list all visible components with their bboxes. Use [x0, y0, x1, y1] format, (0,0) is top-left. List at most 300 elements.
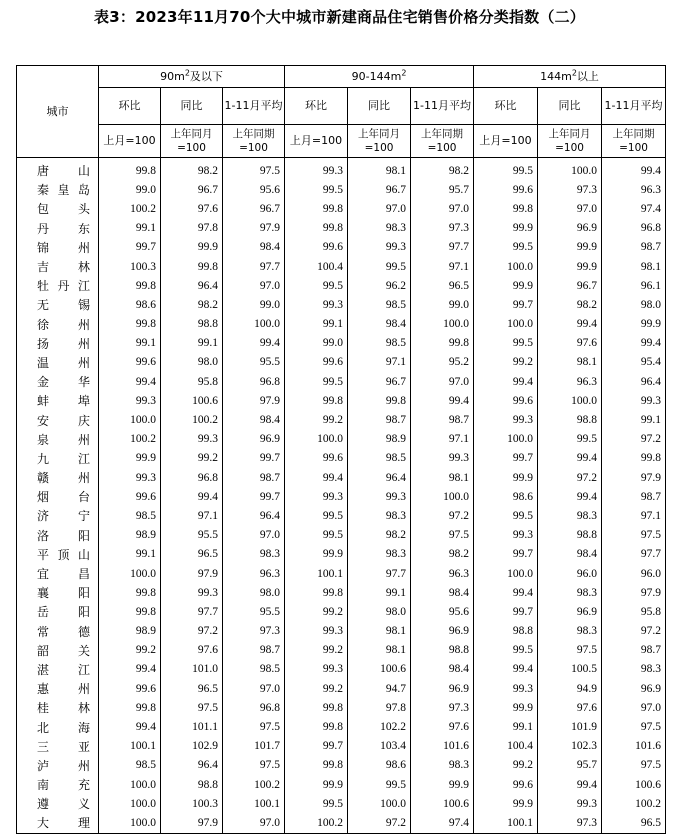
- index-value: 100.2: [99, 430, 161, 449]
- index-value: 99.3: [285, 622, 348, 641]
- index-value: 96.2: [348, 276, 411, 295]
- index-value: 99.2: [99, 641, 161, 660]
- index-value: 99.6: [285, 449, 348, 468]
- table-header: [17, 66, 666, 158]
- city-name: 南充: [17, 775, 99, 794]
- index-value: 97.6: [411, 717, 474, 736]
- index-value: 103.4: [348, 737, 411, 756]
- index-value: 96.0: [602, 564, 666, 583]
- metric-header-avg: 1-11月平均: [602, 88, 666, 125]
- index-value: 99.3: [538, 794, 602, 813]
- index-value: 99.3: [285, 660, 348, 679]
- index-value: 100.2: [161, 410, 223, 429]
- index-value: 98.5: [99, 756, 161, 775]
- index-value: 97.1: [602, 506, 666, 525]
- index-value: 97.5: [411, 526, 474, 545]
- index-value: 98.1: [348, 622, 411, 641]
- index-value: 99.6: [474, 180, 538, 199]
- table-row: [17, 583, 666, 602]
- index-value: 99.4: [474, 660, 538, 679]
- index-value: 95.4: [602, 353, 666, 372]
- index-value: 97.3: [411, 698, 474, 717]
- index-value: 99.9: [474, 468, 538, 487]
- index-value: 99.3: [602, 391, 666, 410]
- index-value: 95.6: [223, 180, 285, 199]
- table-row: [17, 641, 666, 660]
- index-value: 99.3: [348, 487, 411, 506]
- index-value: 100.0: [99, 775, 161, 794]
- index-value: 99.8: [348, 391, 411, 410]
- index-value: 99.4: [285, 468, 348, 487]
- base-header-mom: 上月=100: [285, 125, 348, 158]
- city-name: 蚌埠: [17, 391, 99, 410]
- index-value: 99.3: [285, 295, 348, 314]
- index-value: 97.7: [161, 602, 223, 621]
- index-value: 99.9: [474, 794, 538, 813]
- index-value: 99.9: [538, 238, 602, 257]
- index-value: 101.7: [223, 737, 285, 756]
- index-value: 97.4: [411, 813, 474, 833]
- table-row: [17, 199, 666, 218]
- index-value: 98.1: [348, 641, 411, 660]
- index-value: 99.1: [161, 334, 223, 353]
- index-value: 99.4: [474, 583, 538, 602]
- index-value: 99.1: [602, 410, 666, 429]
- base-header-avg: 上年同期=100: [602, 125, 666, 158]
- table-row: [17, 238, 666, 257]
- index-value: 99.6: [474, 391, 538, 410]
- city-name: 扬州: [17, 334, 99, 353]
- index-value: 96.9: [411, 679, 474, 698]
- table-row: [17, 698, 666, 717]
- index-value: 99.1: [99, 334, 161, 353]
- index-value: 100.0: [474, 315, 538, 334]
- index-value: 98.4: [223, 410, 285, 429]
- index-value: 96.1: [602, 276, 666, 295]
- index-value: 100.1: [474, 813, 538, 833]
- index-value: 97.6: [161, 199, 223, 218]
- city-name: 平顶山: [17, 545, 99, 564]
- city-name: 大理: [17, 813, 99, 833]
- index-value: 98.3: [348, 545, 411, 564]
- table-row: [17, 679, 666, 698]
- index-value: 99.9: [538, 257, 602, 276]
- table-row: [17, 813, 666, 833]
- index-value: 98.9: [348, 430, 411, 449]
- index-value: 100.0: [411, 487, 474, 506]
- index-value: 96.7: [348, 372, 411, 391]
- index-value: 99.3: [474, 526, 538, 545]
- index-value: 100.6: [161, 391, 223, 410]
- index-value: 100.5: [538, 660, 602, 679]
- table-row: [17, 756, 666, 775]
- index-value: 96.3: [223, 564, 285, 583]
- index-value: 94.9: [538, 679, 602, 698]
- index-value: 98.8: [538, 410, 602, 429]
- city-name: 济宁: [17, 506, 99, 525]
- index-value: 98.5: [348, 449, 411, 468]
- index-value: 99.0: [285, 334, 348, 353]
- index-value: 99.4: [99, 372, 161, 391]
- city-name: 惠州: [17, 679, 99, 698]
- index-value: 99.3: [348, 238, 411, 257]
- city-name: 常德: [17, 622, 99, 641]
- index-value: 97.1: [411, 257, 474, 276]
- index-value: 100.1: [99, 737, 161, 756]
- index-value: 97.0: [223, 679, 285, 698]
- index-value: 99.5: [538, 430, 602, 449]
- index-value: 99.4: [223, 334, 285, 353]
- index-value: 99.7: [474, 449, 538, 468]
- index-value: 95.8: [161, 372, 223, 391]
- index-value: 98.2: [348, 526, 411, 545]
- index-value: 95.2: [411, 353, 474, 372]
- index-value: 100.0: [99, 813, 161, 833]
- index-value: 97.5: [602, 717, 666, 736]
- table-row: [17, 775, 666, 794]
- index-value: 99.4: [411, 391, 474, 410]
- index-value: 95.5: [223, 353, 285, 372]
- index-value: 99.1: [285, 315, 348, 334]
- index-value: 99.5: [285, 180, 348, 199]
- index-value: 99.1: [474, 717, 538, 736]
- index-value: 99.9: [161, 238, 223, 257]
- table-row: [17, 334, 666, 353]
- table-row: [17, 602, 666, 621]
- index-value: 98.2: [411, 158, 474, 181]
- index-value: 99.2: [474, 353, 538, 372]
- table-row: [17, 526, 666, 545]
- index-value: 98.6: [99, 295, 161, 314]
- index-value: 98.6: [474, 487, 538, 506]
- table-row: [17, 180, 666, 199]
- index-value: 96.8: [223, 372, 285, 391]
- index-value: 100.0: [99, 564, 161, 583]
- city-name: 宜昌: [17, 564, 99, 583]
- index-value: 98.6: [348, 756, 411, 775]
- index-value: 98.4: [411, 583, 474, 602]
- index-value: 99.3: [99, 468, 161, 487]
- index-value: 99.8: [99, 315, 161, 334]
- index-value: 99.2: [285, 410, 348, 429]
- index-value: 96.3: [411, 564, 474, 583]
- index-value: 99.5: [285, 276, 348, 295]
- table-row: [17, 276, 666, 295]
- index-value: 97.6: [538, 698, 602, 717]
- index-value: 99.9: [285, 545, 348, 564]
- index-value: 99.9: [285, 775, 348, 794]
- index-value: 97.5: [223, 756, 285, 775]
- metric-header-yoy: 同比: [161, 88, 223, 125]
- city-name: 徐州: [17, 315, 99, 334]
- index-value: 97.3: [538, 180, 602, 199]
- index-value: 98.8: [161, 315, 223, 334]
- index-value: 97.5: [602, 526, 666, 545]
- index-value: 97.0: [602, 698, 666, 717]
- index-value: 99.9: [99, 449, 161, 468]
- index-value: 97.5: [161, 698, 223, 717]
- city-name: 泉州: [17, 430, 99, 449]
- index-value: 101.6: [411, 737, 474, 756]
- index-value: 99.5: [285, 506, 348, 525]
- index-value: 96.4: [602, 372, 666, 391]
- index-value: 99.9: [411, 775, 474, 794]
- index-value: 99.8: [99, 698, 161, 717]
- city-name: 北海: [17, 717, 99, 736]
- index-value: 98.5: [348, 334, 411, 353]
- index-value: 96.3: [538, 372, 602, 391]
- index-value: 97.5: [538, 641, 602, 660]
- index-value: 99.8: [285, 717, 348, 736]
- index-value: 99.3: [285, 158, 348, 181]
- index-value: 96.9: [602, 679, 666, 698]
- index-value: 100.6: [348, 660, 411, 679]
- index-value: 98.1: [602, 257, 666, 276]
- index-value: 99.7: [285, 737, 348, 756]
- table-row: [17, 487, 666, 506]
- index-value: 98.2: [161, 158, 223, 181]
- index-value: 96.8: [223, 698, 285, 717]
- table-row: [17, 219, 666, 238]
- metric-header-avg: 1-11月平均: [411, 88, 474, 125]
- index-value: 99.6: [99, 679, 161, 698]
- index-value: 98.7: [602, 641, 666, 660]
- base-header-avg: 上年同期=100: [223, 125, 285, 158]
- index-value: 100.0: [474, 564, 538, 583]
- index-value: 98.5: [348, 295, 411, 314]
- index-value: 100.0: [474, 430, 538, 449]
- index-value: 96.0: [538, 564, 602, 583]
- index-value: 100.0: [538, 158, 602, 181]
- index-value: 96.4: [161, 276, 223, 295]
- index-value: 99.7: [223, 449, 285, 468]
- table-row: [17, 257, 666, 276]
- city-name: 九江: [17, 449, 99, 468]
- index-value: 97.0: [411, 199, 474, 218]
- index-value: 98.4: [538, 545, 602, 564]
- index-value: 97.9: [161, 564, 223, 583]
- table-row: [17, 737, 666, 756]
- index-value: 97.0: [348, 199, 411, 218]
- city-name: 包头: [17, 199, 99, 218]
- city-name: 岳阳: [17, 602, 99, 621]
- group-header-under-90: $90m^2$及以下: [99, 66, 285, 88]
- index-value: 100.0: [538, 391, 602, 410]
- city-name: 丹东: [17, 219, 99, 238]
- table-row: [17, 622, 666, 641]
- index-value: 99.4: [602, 334, 666, 353]
- index-value: 97.8: [348, 698, 411, 717]
- index-value: 99.2: [474, 756, 538, 775]
- index-value: 98.7: [602, 238, 666, 257]
- base-header-avg: 上年同期=100: [411, 125, 474, 158]
- index-value: 96.7: [223, 199, 285, 218]
- metric-header-yoy: 同比: [538, 88, 602, 125]
- index-value: 97.9: [161, 813, 223, 833]
- index-value: 99.7: [223, 487, 285, 506]
- index-value: 101.6: [602, 737, 666, 756]
- city-name: 吉林: [17, 257, 99, 276]
- price-index-table: [16, 65, 666, 834]
- index-value: 96.3: [602, 180, 666, 199]
- index-value: 99.3: [474, 679, 538, 698]
- index-value: 101.9: [538, 717, 602, 736]
- index-value: 99.4: [538, 487, 602, 506]
- index-value: 97.6: [538, 334, 602, 353]
- index-value: 100.0: [348, 794, 411, 813]
- index-value: 98.9: [99, 526, 161, 545]
- index-value: 99.8: [285, 756, 348, 775]
- index-value: 96.8: [161, 468, 223, 487]
- index-value: 99.3: [161, 430, 223, 449]
- table-row: [17, 564, 666, 583]
- index-value: 97.7: [602, 545, 666, 564]
- index-value: 98.0: [223, 583, 285, 602]
- index-value: 99.8: [285, 391, 348, 410]
- index-value: 97.0: [411, 372, 474, 391]
- index-value: 96.5: [602, 813, 666, 833]
- index-value: 98.8: [538, 526, 602, 545]
- index-value: 99.4: [99, 717, 161, 736]
- city-name: 烟台: [17, 487, 99, 506]
- index-value: 98.7: [602, 487, 666, 506]
- group-header-over-144: $144m^2$以上: [474, 66, 666, 88]
- index-value: 97.7: [348, 564, 411, 583]
- index-value: 97.2: [538, 468, 602, 487]
- index-value: 99.3: [99, 391, 161, 410]
- table-row: [17, 410, 666, 429]
- index-value: 98.3: [223, 545, 285, 564]
- index-value: 98.0: [348, 602, 411, 621]
- index-value: 99.1: [99, 219, 161, 238]
- city-name: 湛江: [17, 660, 99, 679]
- index-value: 99.6: [285, 353, 348, 372]
- index-value: 100.0: [99, 794, 161, 813]
- index-value: 99.2: [161, 449, 223, 468]
- index-value: 98.2: [411, 545, 474, 564]
- index-value: 99.0: [99, 180, 161, 199]
- table-row: [17, 315, 666, 334]
- city-name: 金华: [17, 372, 99, 391]
- index-value: 96.5: [411, 276, 474, 295]
- city-name: 安庆: [17, 410, 99, 429]
- index-value: 100.2: [602, 794, 666, 813]
- index-value: 99.3: [474, 410, 538, 429]
- index-value: 98.2: [538, 295, 602, 314]
- index-value: 100.4: [474, 737, 538, 756]
- page-title: 表3：2023年11月70个大中城市新建商品住宅销售价格分类指数（二）: [94, 8, 585, 26]
- index-value: 100.0: [285, 430, 348, 449]
- index-value: 99.0: [411, 295, 474, 314]
- table-row: [17, 391, 666, 410]
- index-value: 99.8: [474, 199, 538, 218]
- index-value: 99.5: [285, 526, 348, 545]
- index-value: 100.0: [411, 315, 474, 334]
- index-value: 99.5: [474, 334, 538, 353]
- index-value: 98.3: [602, 660, 666, 679]
- index-value: 99.5: [285, 794, 348, 813]
- index-value: 99.6: [474, 775, 538, 794]
- index-value: 99.4: [602, 158, 666, 181]
- index-value: 99.5: [474, 641, 538, 660]
- index-value: 96.8: [602, 219, 666, 238]
- index-value: 99.8: [99, 602, 161, 621]
- index-value: 98.8: [474, 622, 538, 641]
- index-value: 100.1: [285, 564, 348, 583]
- index-value: 99.1: [348, 583, 411, 602]
- index-value: 99.6: [285, 238, 348, 257]
- index-value: 98.2: [161, 295, 223, 314]
- index-value: 100.0: [223, 315, 285, 334]
- table-row: [17, 468, 666, 487]
- index-value: 100.6: [602, 775, 666, 794]
- index-value: 99.5: [474, 158, 538, 181]
- base-header-yoy: 上年同月=100: [348, 125, 411, 158]
- index-value: 99.3: [411, 449, 474, 468]
- table-row: [17, 660, 666, 679]
- index-value: 99.9: [474, 698, 538, 717]
- index-value: 98.3: [411, 756, 474, 775]
- index-value: 98.7: [223, 468, 285, 487]
- index-value: 96.7: [348, 180, 411, 199]
- index-value: 98.3: [348, 219, 411, 238]
- index-value: 98.7: [223, 641, 285, 660]
- base-header-yoy: 上年同月=100: [161, 125, 223, 158]
- index-value: 100.1: [223, 794, 285, 813]
- index-value: 99.2: [285, 679, 348, 698]
- city-name: 无锡: [17, 295, 99, 314]
- index-value: 97.2: [348, 813, 411, 833]
- index-value: 99.4: [538, 775, 602, 794]
- index-value: 99.5: [348, 775, 411, 794]
- index-value: 99.8: [285, 219, 348, 238]
- index-value: 99.9: [602, 315, 666, 334]
- index-value: 97.0: [538, 199, 602, 218]
- table-body: [17, 158, 666, 834]
- index-value: 96.9: [538, 602, 602, 621]
- index-value: 98.0: [161, 353, 223, 372]
- index-value: 99.5: [474, 238, 538, 257]
- index-value: 97.7: [411, 238, 474, 257]
- index-value: 97.0: [223, 813, 285, 833]
- index-value: 99.0: [223, 295, 285, 314]
- index-value: 98.8: [411, 641, 474, 660]
- index-value: 99.3: [285, 487, 348, 506]
- city-name: 桂林: [17, 698, 99, 717]
- index-value: 97.2: [602, 622, 666, 641]
- index-value: 99.8: [161, 257, 223, 276]
- index-value: 97.2: [411, 506, 474, 525]
- index-value: 98.7: [348, 410, 411, 429]
- index-value: 98.1: [538, 353, 602, 372]
- index-value: 96.9: [223, 430, 285, 449]
- index-value: 100.0: [474, 257, 538, 276]
- index-value: 99.8: [285, 583, 348, 602]
- index-value: 97.1: [161, 506, 223, 525]
- city-name: 温州: [17, 353, 99, 372]
- index-value: 100.6: [411, 794, 474, 813]
- index-value: 99.8: [285, 199, 348, 218]
- index-value: 97.0: [223, 526, 285, 545]
- base-header-mom: 上月=100: [99, 125, 161, 158]
- index-value: 96.9: [411, 622, 474, 641]
- table-row: [17, 794, 666, 813]
- index-value: 97.5: [602, 756, 666, 775]
- metric-header-mom: 环比: [474, 88, 538, 125]
- index-value: 97.1: [348, 353, 411, 372]
- metric-header-yoy: 同比: [348, 88, 411, 125]
- index-value: 102.3: [538, 737, 602, 756]
